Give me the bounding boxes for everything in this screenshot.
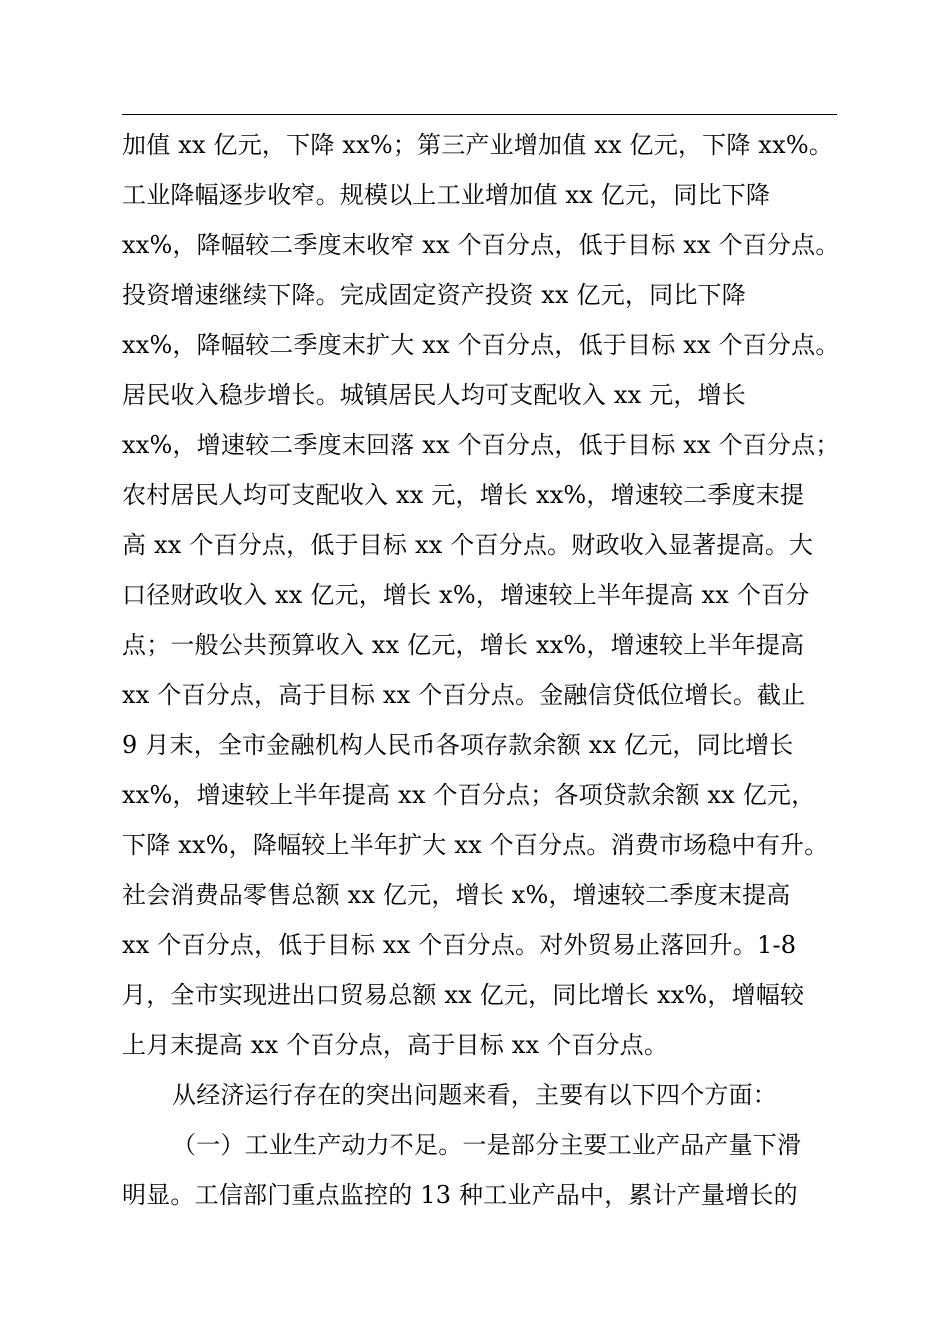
text-line: 加值 xx 亿元，下降 xx%；第三产业增加值 xx 亿元，下降 xx%。 (122, 131, 834, 159)
header-rule (122, 114, 837, 115)
text-line: 社会消费品零售总额 xx 亿元，增长 x%，增速较二季度末提高 (122, 881, 791, 909)
text-line: 高 xx 个百分点，低于目标 xx 个百分点。财政收入显著提高。大 (122, 531, 814, 559)
paragraph-start-line: 从经济运行存在的突出问题来看，主要有以下四个方面： (172, 1081, 777, 1109)
text-line: 投资增速继续下降。完成固定资产投资 xx 亿元，同比下降 (122, 281, 746, 309)
text-line: xx 个百分点，低于目标 xx 个百分点。对外贸易止落回升。1-8 (122, 931, 797, 959)
text-line: 居民收入稳步增长。城镇居民人均可支配收入 xx 元，增长 (122, 381, 746, 409)
text-line: 农村居民人均可支配收入 xx 元，增长 xx%，增速较二季度末提 (122, 481, 805, 509)
document-body (122, 120, 862, 1220)
text-line: 点；一般公共预算收入 xx 亿元，增长 xx%，增速较上半年提高 (122, 631, 805, 659)
text-line: xx 个百分点，高于目标 xx 个百分点。金融信贷低位增长。截止 (122, 681, 806, 709)
text-line: 月，全市实现进出口贸易总额 xx 亿元，同比增长 xx%，增幅较 (122, 981, 805, 1009)
text-line: xx%，降幅较二季度末扩大 xx 个百分点，低于目标 xx 个百分点。 (122, 331, 840, 359)
text-line: 明显。工信部门重点监控的 13 种工业产品中，累计产量增长的 (122, 1181, 798, 1209)
text-line: 上月末提高 xx 个百分点，高于目标 xx 个百分点。 (122, 1031, 669, 1059)
text-line: xx%，降幅较二季度末收窄 xx 个百分点，低于目标 xx 个百分点。 (122, 231, 840, 259)
text-line: 工业降幅逐步收窄。规模以上工业增加值 xx 亿元，同比下降 (122, 181, 771, 209)
text-line: xx%，增速较二季度末回落 xx 个百分点，低于目标 xx 个百分点； (122, 431, 840, 459)
text-line: 口径财政收入 xx 亿元，增长 x%，增速较上半年提高 xx 个百分 (122, 581, 810, 609)
text-line: xx%，增速较上半年提高 xx 个百分点；各项贷款余额 xx 亿元， (122, 781, 816, 809)
section-heading-line: （一）工业生产动力不足。一是部分主要工业产品产量下滑 (172, 1131, 802, 1159)
text-line: 下降 xx%，降幅较上半年扩大 xx 个百分点。消费市场稳中有升。 (122, 831, 829, 859)
text-line: 9 月末，全市金融机构人民币各项存款余额 xx 亿元，同比增长 (122, 731, 794, 759)
